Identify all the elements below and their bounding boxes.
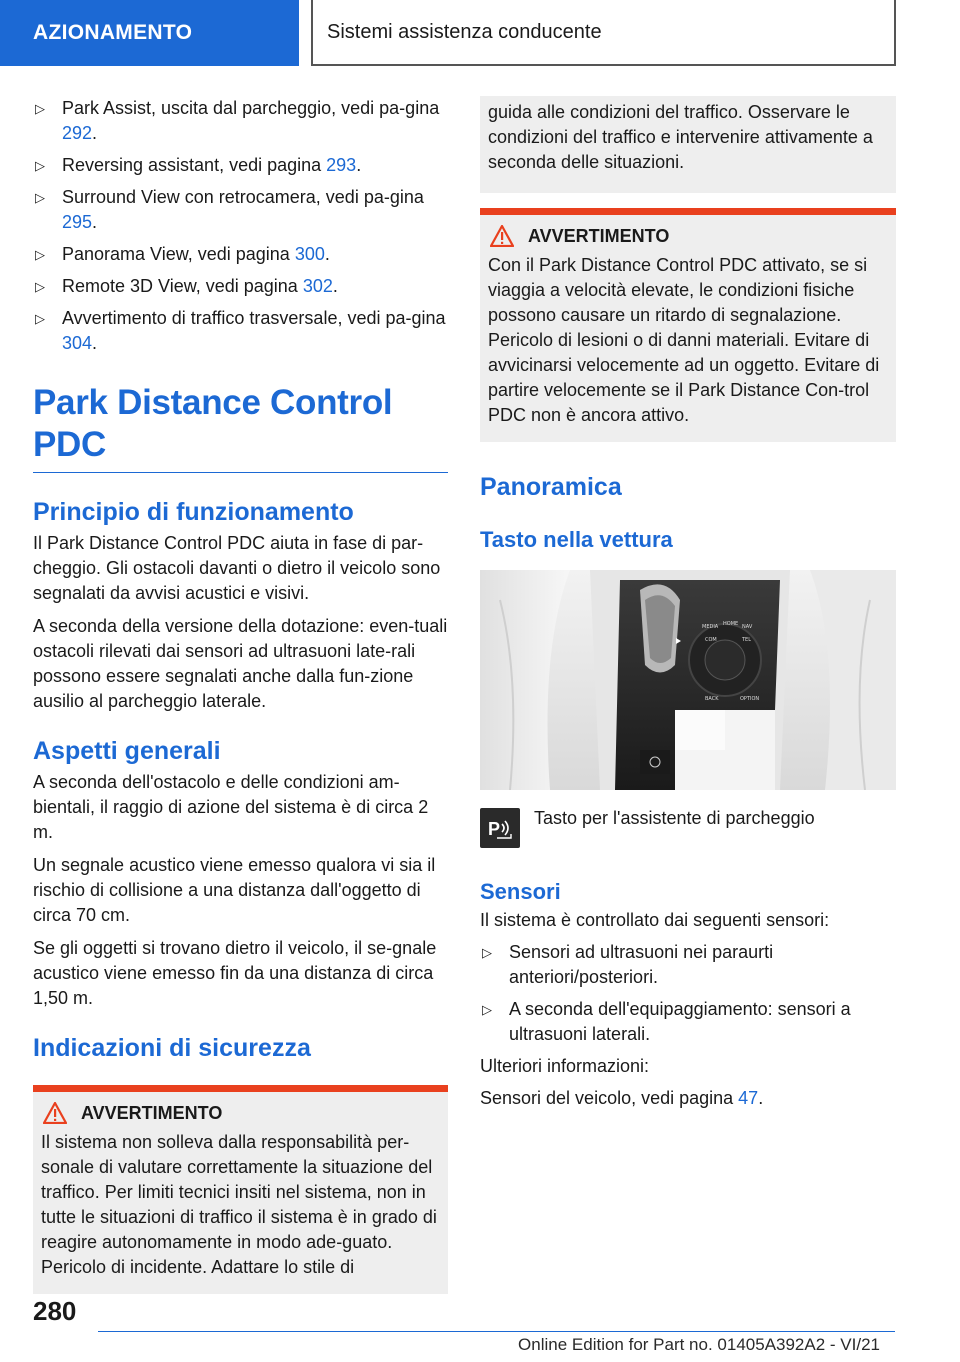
list-item: ▷ Panorama View, vedi pagina 300.	[33, 242, 448, 267]
svg-text:BACK: BACK	[705, 696, 719, 702]
page-link[interactable]: 47	[738, 1088, 759, 1108]
principle-paragraph-1: Il Park Distance Control PDC aiuta in fase di par‐cheggio. Gli ostacoli davanti o dietro il veicolo sono segnalati da avvisi acustici e visivi.	[33, 533, 441, 603]
warning-text: Il sistema non solleva dalla responsabilità per‐sonale di valutare correttamente la situazione del traffico. Per limiti tecnici insiti nel sistema, non in tutte le situazioni di traffico il sistema è in grado di reagire autonomamente in modo ade‐guato. Pericolo di incidente. Adattare lo stile di	[41, 1132, 437, 1277]
page-link[interactable]: 304	[62, 333, 93, 353]
footer-divider	[98, 1331, 895, 1332]
page-number: 280	[33, 1296, 77, 1326]
triangle-bullet-icon: ▷	[35, 279, 45, 294]
principle-paragraph-2: A seconda della versione della dotazione: even‐tuali ostacoli rilevati dai sensori ad ultrasuoni late‐rali possono essere segnalati anche dalla fun‐zione ausilio al parcheggio laterale.	[33, 616, 448, 711]
page-link[interactable]: 295	[62, 212, 93, 232]
svg-text:NAV: NAV	[742, 624, 753, 630]
section-heading-overview: Panoramica	[480, 473, 622, 501]
triangle-bullet-icon: ▷	[35, 190, 45, 205]
section-heading-principle: Principio di funzionamento	[33, 498, 354, 526]
page-link[interactable]: 292	[62, 123, 93, 143]
sensor-list	[480, 940, 896, 1047]
warning-continuation-box	[480, 96, 896, 193]
center-console-image	[480, 570, 896, 790]
warning-continuation-text: guida alle condizioni del traffico. Osservare le condizioni del traffico e intervenire attivamente a seconda delle situazioni.	[488, 102, 873, 172]
warning-label: AVVERTIMENTO	[528, 225, 670, 246]
header-chapter-label: Sistemi assistenza conducente	[327, 20, 602, 43]
list-item: ▷ Reversing assistant, vedi pagina 293.	[33, 153, 448, 178]
triangle-bullet-icon: ▷	[35, 247, 45, 262]
warning-box-pdc	[480, 208, 896, 442]
right-column	[480, 100, 896, 1111]
page-link[interactable]: 302	[302, 276, 333, 296]
svg-text:MEDIA: MEDIA	[702, 624, 719, 630]
svg-text:TEL: TEL	[742, 637, 751, 643]
button-legend-row	[480, 808, 896, 848]
warning-text: Con il Park Distance Control PDC attivato, se si viaggia a velocità elevate, le condizioni fisiche possono causare un ritardo di segnalazione. Pericolo di lesioni o di danni materiali. Evitare di avvicinarsi velocemente ad un oggetto. Evitare di partire velocemente se il Park Distance Con‐trol PDC non è ancora attivo.	[488, 255, 880, 425]
center-console-photo	[480, 570, 896, 790]
list-item: ▷ Surround View con retrocamera, vedi pa‐gina 295.	[35, 187, 424, 232]
section-heading-safety: Indicazioni di sicurezza	[33, 1034, 311, 1062]
page-title: Park Distance Control PDC	[33, 382, 448, 473]
triangle-bullet-icon: ▷	[35, 158, 45, 173]
list-item: ▷ Remote 3D View, vedi pagina 302.	[33, 274, 448, 299]
cross-reference-list	[33, 96, 448, 356]
left-column	[33, 96, 448, 1294]
svg-text:P: P	[488, 819, 501, 839]
warning-box	[33, 1085, 448, 1294]
list-item: ▷ Avvertimento di traffico trasversale, vedi pa‐gina 304.	[35, 308, 446, 353]
list-item: ▷ Sensori ad ultrasuoni nei paraurti anteriori/posteriori.	[482, 942, 774, 987]
page-link[interactable]: 293	[326, 155, 357, 175]
warning-triangle-icon	[43, 1102, 67, 1124]
svg-text:HOME: HOME	[723, 621, 739, 627]
svg-text:OPTION: OPTION	[740, 696, 760, 702]
subsection-heading-sensors: Sensori	[480, 879, 561, 904]
warning-header	[488, 225, 888, 247]
svg-text:COM: COM	[705, 637, 717, 643]
triangle-bullet-icon: ▷	[482, 945, 492, 960]
sensors-intro: Il sistema è controllato dai seguenti sensori:	[480, 910, 830, 930]
list-item: ▷ A seconda dell'equipaggiamento: sensori a ultrasuoni laterali.	[482, 999, 851, 1044]
general-paragraph-1: A seconda dell'ostacolo e delle condizioni am‐bientali, il raggio di azione del sistema è di circa 2 m.	[33, 772, 429, 842]
more-info-label: Ulteriori informazioni:	[480, 1056, 650, 1076]
page-link[interactable]: 300	[294, 244, 325, 264]
general-paragraph-3: Se gli oggetti si trovano dietro il veicolo, il se‐gnale acustico viene emesso fin da una distanza di circa 1,50 m.	[33, 938, 437, 1008]
subsection-heading-button: Tasto nella vettura	[480, 527, 673, 552]
vehicle-sensors-reference: Sensori del veicolo, vedi pagina 47.	[480, 1088, 764, 1108]
header-chapter-tab	[311, 0, 896, 66]
list-item: ▷ Park Assist, uscita dal parcheggio, vedi pa‐gina 292.	[35, 98, 440, 143]
section-heading-general: Aspetti generali	[33, 737, 221, 765]
header-section-tab	[0, 0, 299, 66]
footer-edition: Online Edition for Part no. 01405A392A2 - VI/21	[518, 1335, 880, 1354]
header-section-label: AZIONAMENTO	[33, 21, 193, 44]
triangle-bullet-icon: ▷	[482, 1002, 492, 1017]
general-paragraph-2: Un segnale acustico viene emesso qualora vi sia il rischio di collisione a una distanza dall'oggetto di circa 70 cm.	[33, 855, 436, 925]
warning-label: AVVERTIMENTO	[81, 1102, 223, 1123]
parking-assistant-button-icon	[480, 808, 520, 848]
warning-header	[41, 1102, 440, 1124]
warning-triangle-icon	[490, 225, 514, 247]
triangle-bullet-icon: ▷	[35, 311, 45, 326]
triangle-bullet-icon: ▷	[35, 101, 45, 116]
button-caption: Tasto per l'assistente di parcheggio	[534, 808, 815, 828]
